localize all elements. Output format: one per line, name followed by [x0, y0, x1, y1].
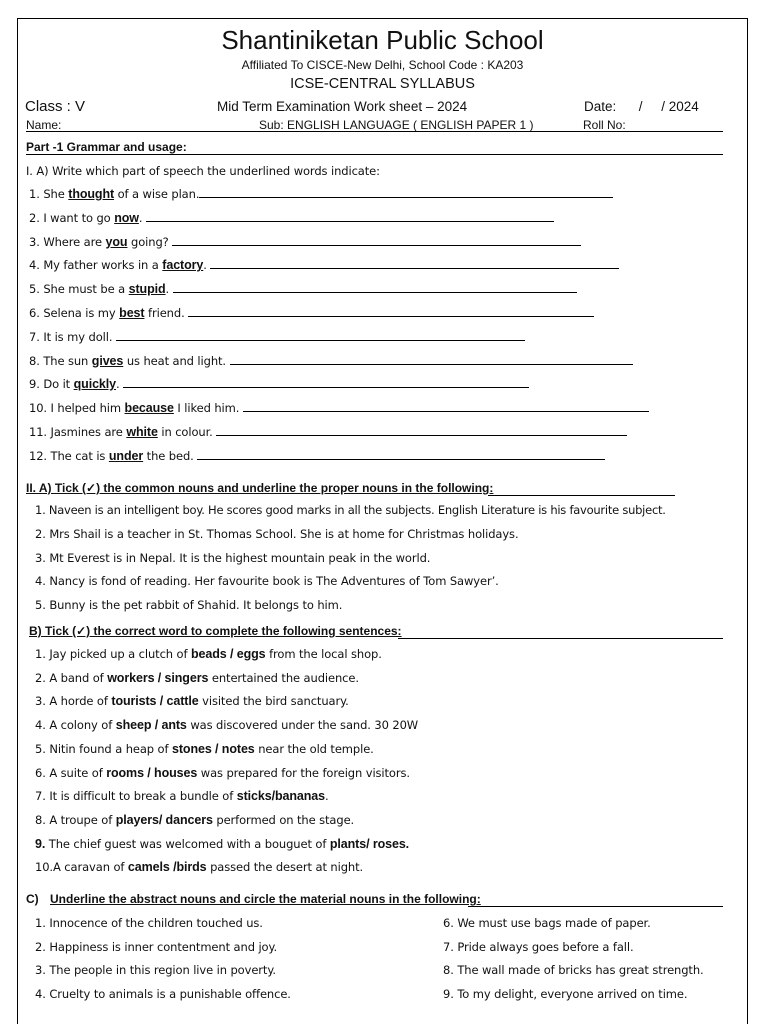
question-text: I liked him.: [173, 401, 243, 416]
question-text: .: [165, 282, 173, 297]
part2c-rule: [468, 906, 723, 907]
choice-sentence: [35, 671, 359, 685]
word-choice: sticks/bananas: [236, 789, 325, 804]
noun-sentence: 3. Mt Everest is in Nepal. It is the highest mountain peak in the world.: [35, 550, 431, 565]
answer-blank[interactable]: [123, 378, 529, 388]
answer-blank[interactable]: [172, 236, 581, 246]
answer-blank[interactable]: [116, 331, 525, 341]
underlined-word: white: [126, 425, 158, 439]
question-text: 11. Jasmines are: [29, 425, 127, 439]
choice-sentence: [35, 694, 349, 708]
answer-blank[interactable]: [230, 355, 633, 365]
answer-blank[interactable]: [199, 188, 613, 198]
question-row: [29, 258, 619, 272]
question-text: was prepared for the foreign visitors.: [197, 765, 410, 780]
question-text: .: [116, 377, 124, 392]
question-text: 4. A colony of: [35, 718, 116, 733]
school-name: Shantiniketan Public School: [221, 25, 544, 55]
exam-title: Mid Term Examination Work sheet – 2024: [217, 99, 468, 114]
date-label: Date: / / 2024: [584, 99, 699, 114]
question-text: the bed.: [143, 448, 198, 463]
underlined-word: now: [114, 210, 139, 225]
word-choice: workers / singers: [107, 670, 209, 685]
question-row: [29, 306, 594, 320]
question-text: in colour.: [157, 425, 217, 439]
question-text: 5. She must be a: [29, 282, 129, 297]
question-row: [29, 330, 525, 344]
part2c-title: Underline the abstract nouns and circle the material nouns in the following:: [50, 892, 481, 906]
question-text: 6. Selena is my: [29, 306, 120, 320]
underlined-word: factory: [162, 258, 204, 273]
question-text: going?: [127, 234, 173, 249]
underlined-word: stupid: [128, 282, 166, 297]
question-text: 3. A horde of: [35, 694, 112, 709]
word-choice: plants/ roses.: [329, 836, 410, 851]
question-text: 4. My father works in a: [29, 258, 163, 273]
header-rule: [26, 131, 723, 132]
question-row: [29, 211, 554, 225]
abstract-noun-sentence: 6. We must use bags made of paper.: [443, 916, 651, 930]
choice-sentence: [35, 860, 363, 874]
question-row: [29, 235, 581, 249]
underlined-word: under: [108, 448, 144, 463]
question-text: 8. A troupe of: [35, 812, 116, 827]
question-text: 7. It is my doll.: [29, 329, 116, 344]
question-row: [29, 282, 577, 296]
choice-sentence: [35, 766, 410, 780]
syllabus: ICSE-CENTRAL SYLLABUS: [290, 76, 475, 92]
choice-sentence: [35, 742, 374, 756]
choice-sentence: [35, 813, 354, 827]
question-text: 2. A band of: [35, 670, 108, 685]
question-number: 9.: [35, 836, 46, 851]
subject-label: Sub: ENGLISH LANGUAGE ( ENGLISH PAPER 1 ): [259, 118, 534, 132]
question-text: of a wise plan.: [114, 187, 200, 201]
underlined-word: you: [105, 234, 128, 249]
question-row: [29, 377, 529, 391]
question-text: visited the bird sanctuary.: [198, 694, 349, 709]
abstract-noun-sentence: 3. The people in this region live in poverty.: [35, 963, 276, 978]
question-text: passed the desert at night.: [206, 860, 364, 875]
answer-blank[interactable]: [243, 402, 649, 412]
question-text: 9. Do it: [29, 377, 74, 392]
noun-sentence: 5. Bunny is the pet rabbit of Shahid. It belongs to him.: [35, 598, 343, 613]
word-choice: tourists / cattle: [111, 694, 199, 709]
question-text: 8. The sun: [29, 353, 92, 368]
underlined-word: best: [119, 306, 145, 320]
question-text: 7. It is difficult to break a bundle of: [35, 789, 237, 804]
question-text: .: [138, 210, 147, 225]
answer-blank[interactable]: [173, 283, 577, 293]
abstract-noun-sentence: 1. Innocence of the children touched us.: [35, 916, 263, 930]
word-choice: beads / eggs: [191, 647, 266, 661]
choice-sentence: [35, 837, 409, 851]
word-choice: stones / notes: [172, 741, 255, 756]
word-choice: camels /birds: [127, 860, 207, 875]
underlined-word: thought: [68, 187, 115, 201]
question-text: 6. A suite of: [35, 765, 107, 780]
underlined-word: because: [124, 401, 174, 416]
part1-instruction: I. A) Write which part of speech the underlined words indicate:: [26, 164, 380, 178]
choice-sentence: [35, 647, 382, 661]
word-choice: players/ dancers: [115, 812, 213, 827]
question-text: us heat and light.: [123, 353, 230, 368]
question-text: entertained the audience.: [208, 670, 359, 685]
part2b-title: B) Tick (✓) the correct word to complete the following sentences:: [29, 624, 402, 638]
underlined-word: quickly: [73, 377, 117, 392]
question-row: [29, 187, 613, 201]
abstract-noun-sentence: 9. To my delight, everyone arrived on time.: [443, 986, 688, 1001]
answer-blank[interactable]: [146, 212, 554, 222]
question-text: 2. I want to go: [29, 210, 115, 225]
question-text: friend.: [144, 306, 189, 320]
part1-title: Part -1 Grammar and usage:: [26, 140, 187, 154]
answer-blank[interactable]: [210, 259, 619, 269]
abstract-noun-sentence: 4. Cruelty to animals is a punishable offence.: [35, 986, 291, 1001]
question-text: .: [203, 258, 211, 273]
underlined-word: gives: [91, 353, 124, 368]
question-text: 1. Jay picked up a clutch of: [35, 647, 191, 661]
question-row: [29, 354, 633, 368]
abstract-noun-sentence: 7. Pride always goes before a fall.: [443, 939, 634, 954]
class-label: Class : V: [25, 98, 86, 115]
question-text: was discovered under the sand. 30 20W: [186, 718, 419, 733]
choice-sentence: [35, 789, 329, 803]
worksheet-page: [17, 18, 748, 1024]
affiliation: Affiliated To CISCE-New Delhi, School Code : KA203: [241, 58, 524, 72]
answer-blank[interactable]: [188, 307, 594, 317]
question-text: The chief guest was welcomed with a bouguet of: [45, 836, 330, 851]
name-label: Name:: [26, 118, 62, 132]
question-text: 12. The cat is: [29, 448, 109, 463]
answer-blank[interactable]: [197, 450, 605, 460]
choice-sentence: [35, 718, 418, 732]
word-choice: sheep / ants: [115, 718, 187, 733]
word-choice: rooms / houses: [106, 765, 198, 780]
part2a-title: II. A) Tick (✓) the common nouns and underline the proper nouns in the following:: [26, 481, 494, 495]
question-text: 10. I helped him: [29, 401, 125, 416]
question-text: 1. She: [29, 187, 69, 201]
roll-label: Roll No:: [583, 118, 626, 132]
question-text: from the local shop.: [265, 647, 382, 661]
noun-sentence: 1. Naveen is an intelligent boy. He scores good marks in all the subjects. English Literature is his favourite subject.: [35, 503, 666, 517]
question-row: [29, 425, 627, 439]
noun-sentence: 4. Nancy is fond of reading. Her favourite book is The Adventures of Tom Sawyer’.: [35, 574, 499, 589]
noun-sentence: 2. Mrs Shail is a teacher in St. Thomas School. She is at home for Christmas holidays.: [35, 526, 519, 541]
question-text: 10.A caravan of: [35, 860, 128, 875]
part2a-rule: [488, 495, 675, 496]
part2c-label: C): [26, 892, 39, 906]
question-text: performed on the stage.: [212, 812, 355, 827]
question-text: .: [324, 789, 329, 804]
question-text: 3. Where are: [29, 234, 106, 249]
question-text: 5. Nitin found a heap of: [35, 741, 172, 756]
question-row: [29, 449, 605, 463]
part2b-rule: [398, 638, 723, 639]
abstract-noun-sentence: 2. Happiness is inner contentment and joy.: [35, 939, 278, 954]
part1-rule: [26, 154, 723, 155]
abstract-noun-sentence: 8. The wall made of bricks has great strength.: [443, 963, 704, 978]
answer-blank[interactable]: [216, 426, 627, 436]
question-text: near the old temple.: [254, 741, 374, 756]
question-row: [29, 401, 649, 415]
